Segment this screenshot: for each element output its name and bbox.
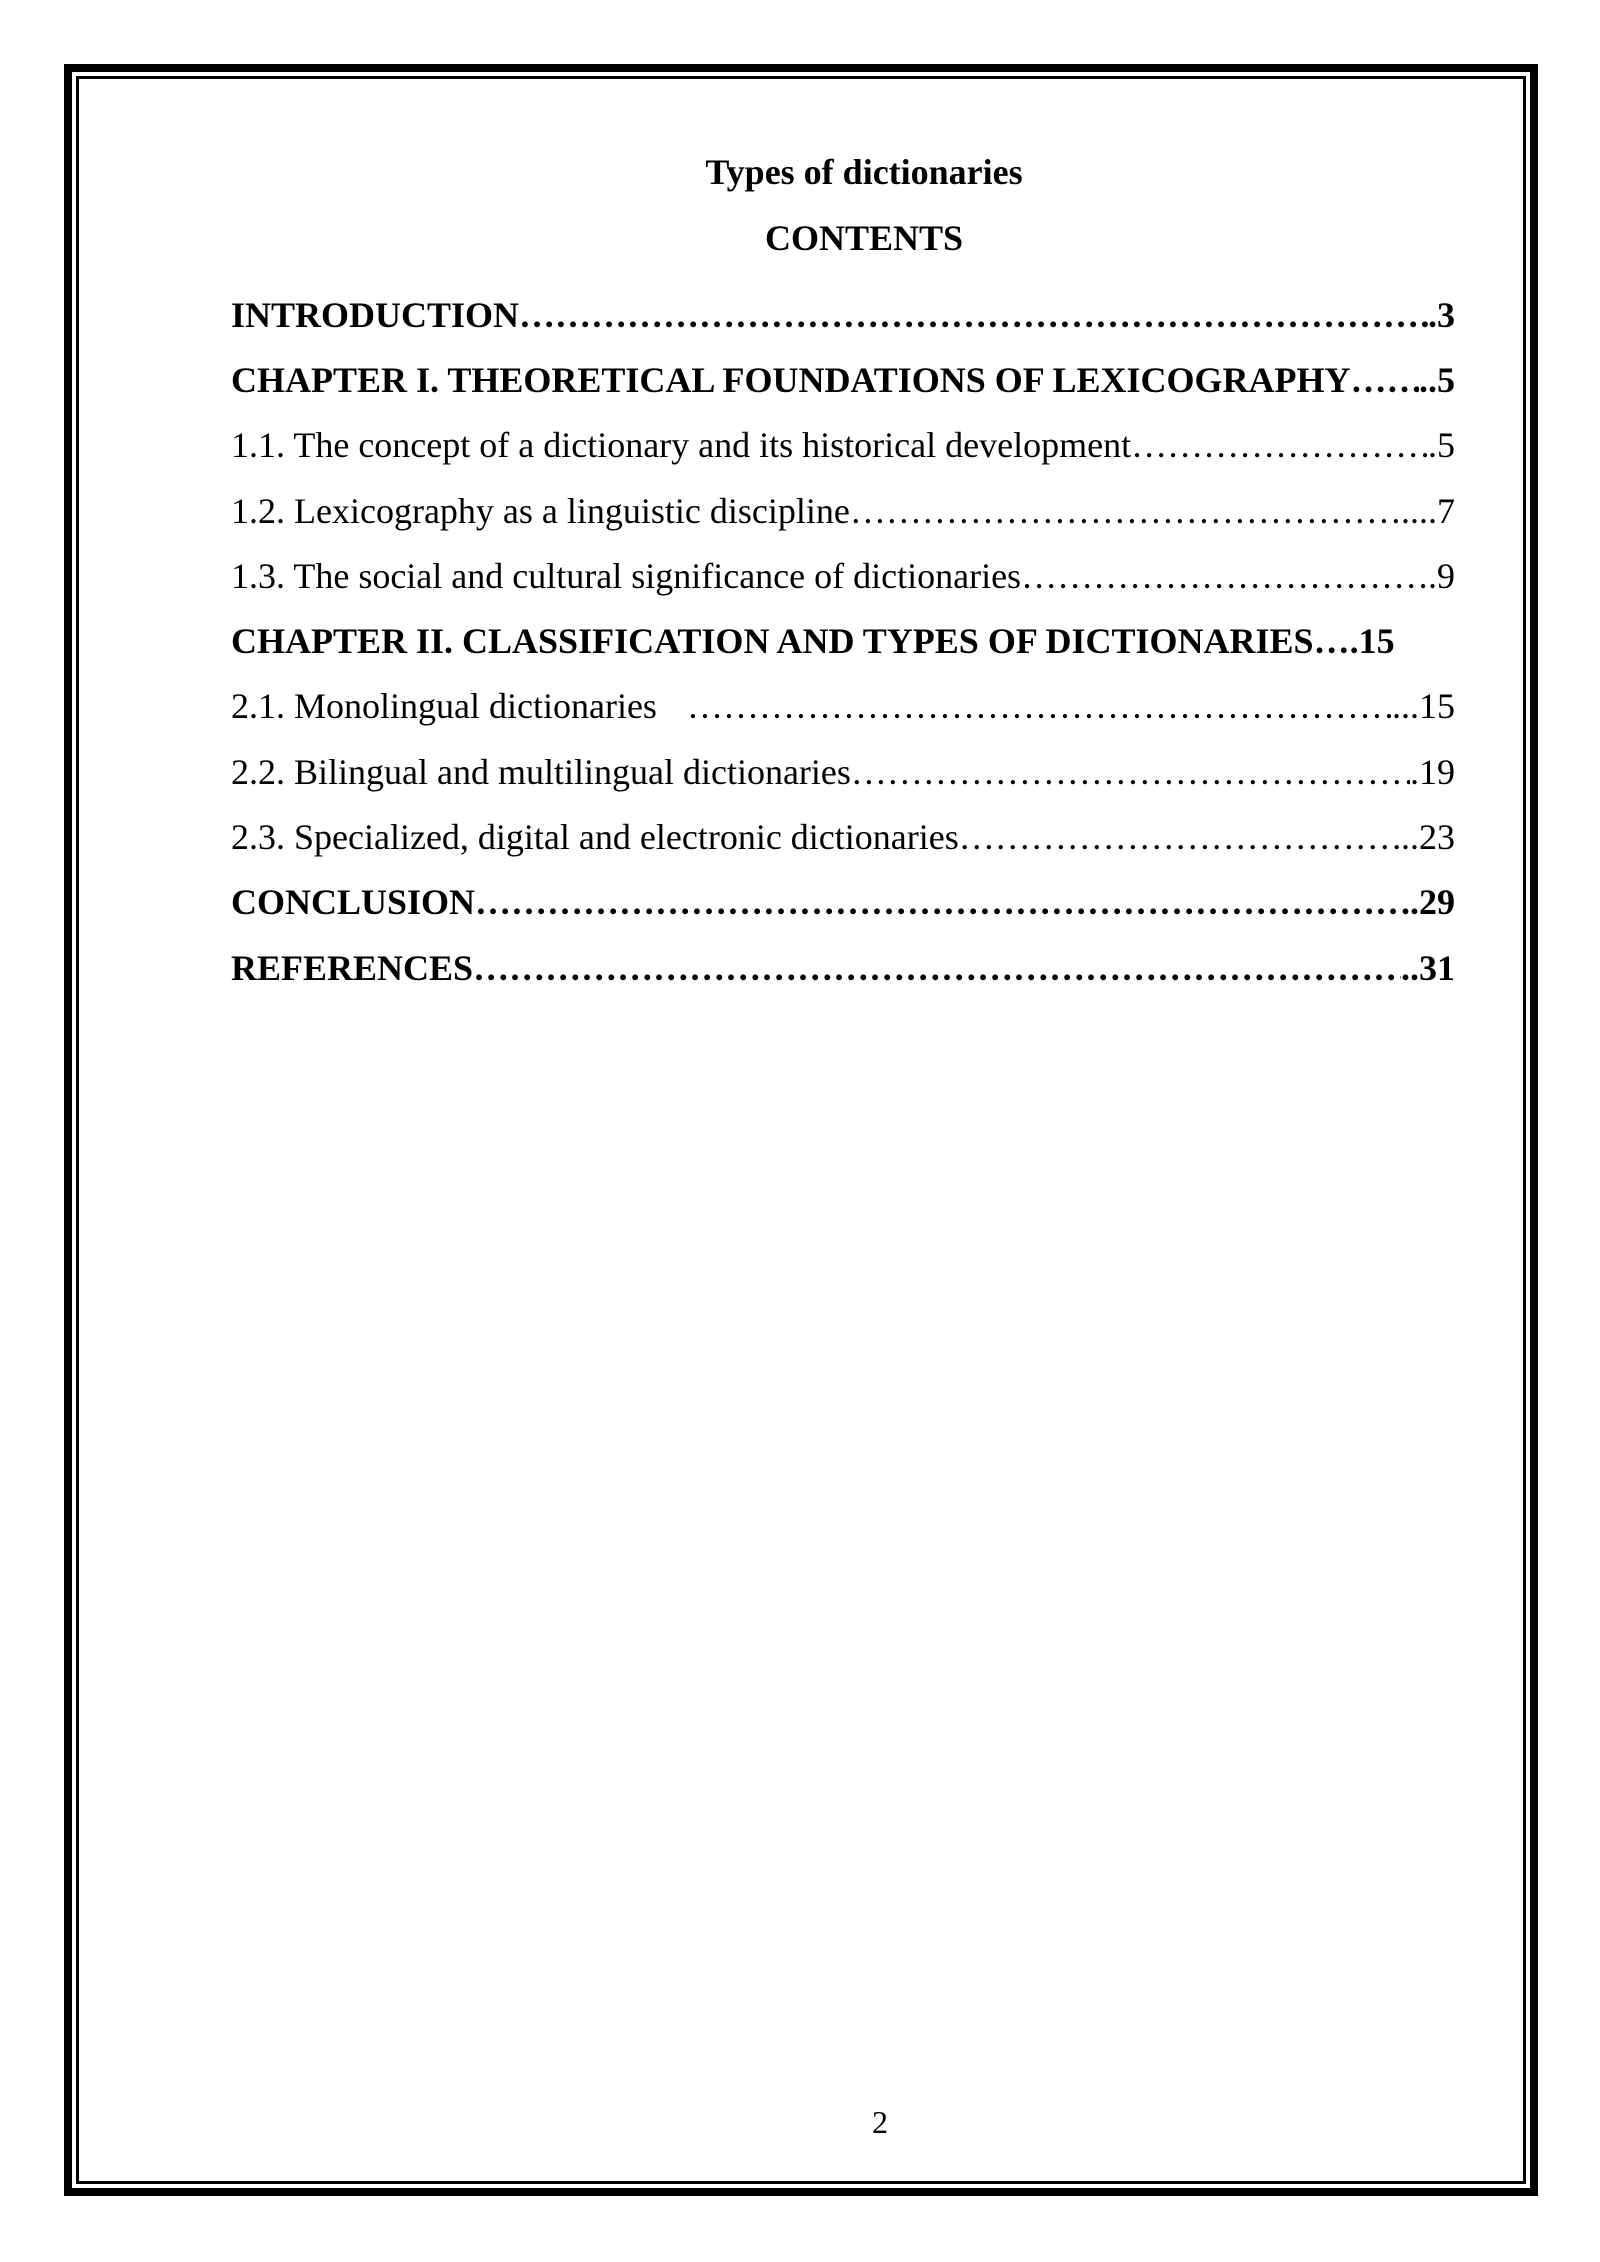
toc-entry-title: 2.1. Monolingual dictionaries (231, 686, 657, 727)
toc-entry-page: .5 (1428, 425, 1455, 466)
toc-entry-title: CONCLUSION (231, 882, 476, 923)
toc-leader-dots (473, 946, 1401, 990)
toc-entry-title: REFERENCES (231, 947, 474, 988)
toc-leader-dots (687, 684, 1392, 728)
document-title: Types of dictionaries (705, 152, 1023, 192)
toc-leader-dots (475, 880, 1401, 924)
toc-entry-page: ..5 (1419, 359, 1455, 400)
toc-entry-page: .9 (1428, 555, 1455, 596)
toc-entry-title: INTRODUCTION (231, 294, 520, 335)
toc-entry-page: ..31 (1401, 947, 1455, 988)
toc-leader-dots (850, 489, 1401, 533)
toc-entry-page: ...15 (1392, 686, 1455, 727)
toc-entry-title: 1.2. Lexicography as a linguistic discipline (231, 490, 850, 531)
toc-entry-title: 2.2. Bilingual and multilingual dictionaries (231, 751, 851, 792)
toc-entry-1-3 (231, 543, 1455, 608)
toc-entry-title: CHAPTER II. CLASSIFICATION AND TYPES OF DICTIONARIES (231, 621, 1314, 662)
toc-entry-title: CHAPTER I. THEORETICAL FOUNDATIONS OF LEXICOGRAPHY (231, 359, 1351, 400)
page-number: 2 (872, 2104, 888, 2140)
toc-entry-page: ..29 (1401, 882, 1455, 923)
toc-entry-2-2 (231, 739, 1455, 804)
toc-entry-page: ..23 (1401, 817, 1455, 858)
toc-entry-1-1 (231, 413, 1455, 478)
toc-entry-page: .19 (1410, 751, 1455, 792)
toc-entry-introduction (231, 282, 1455, 347)
table-of-contents (231, 282, 1455, 1000)
toc-entry-references (231, 935, 1455, 1000)
toc-leader-dots (851, 750, 1410, 794)
toc-entry-1-2 (231, 478, 1455, 543)
toc-entry-2-1 (231, 674, 1455, 739)
toc-entry-chapter-1 (231, 347, 1455, 412)
toc-entry-title: 2.3. Specialized, digital and electronic dictionaries (231, 817, 959, 858)
toc-entry-conclusion (231, 870, 1455, 935)
toc-leader-dots (1021, 554, 1428, 598)
toc-entry-title: 1.1. The concept of a dictionary and its historical development (231, 425, 1132, 466)
toc-leader-dots (519, 293, 1428, 337)
toc-entry-title: 1.3. The social and cultural significance of dictionaries (231, 555, 1022, 596)
toc-leader-dots (1131, 423, 1428, 467)
toc-entry-page: .3 (1428, 294, 1455, 335)
toc-entry-chapter-2 (231, 608, 1455, 673)
contents-heading: CONTENTS (764, 218, 964, 258)
toc-leader-dots (1350, 358, 1419, 402)
toc-leader-dots (959, 815, 1401, 859)
toc-entry-page: ….15 (1313, 621, 1395, 662)
toc-entry-page: ....7 (1401, 490, 1455, 531)
toc-entry-2-3 (231, 804, 1455, 869)
